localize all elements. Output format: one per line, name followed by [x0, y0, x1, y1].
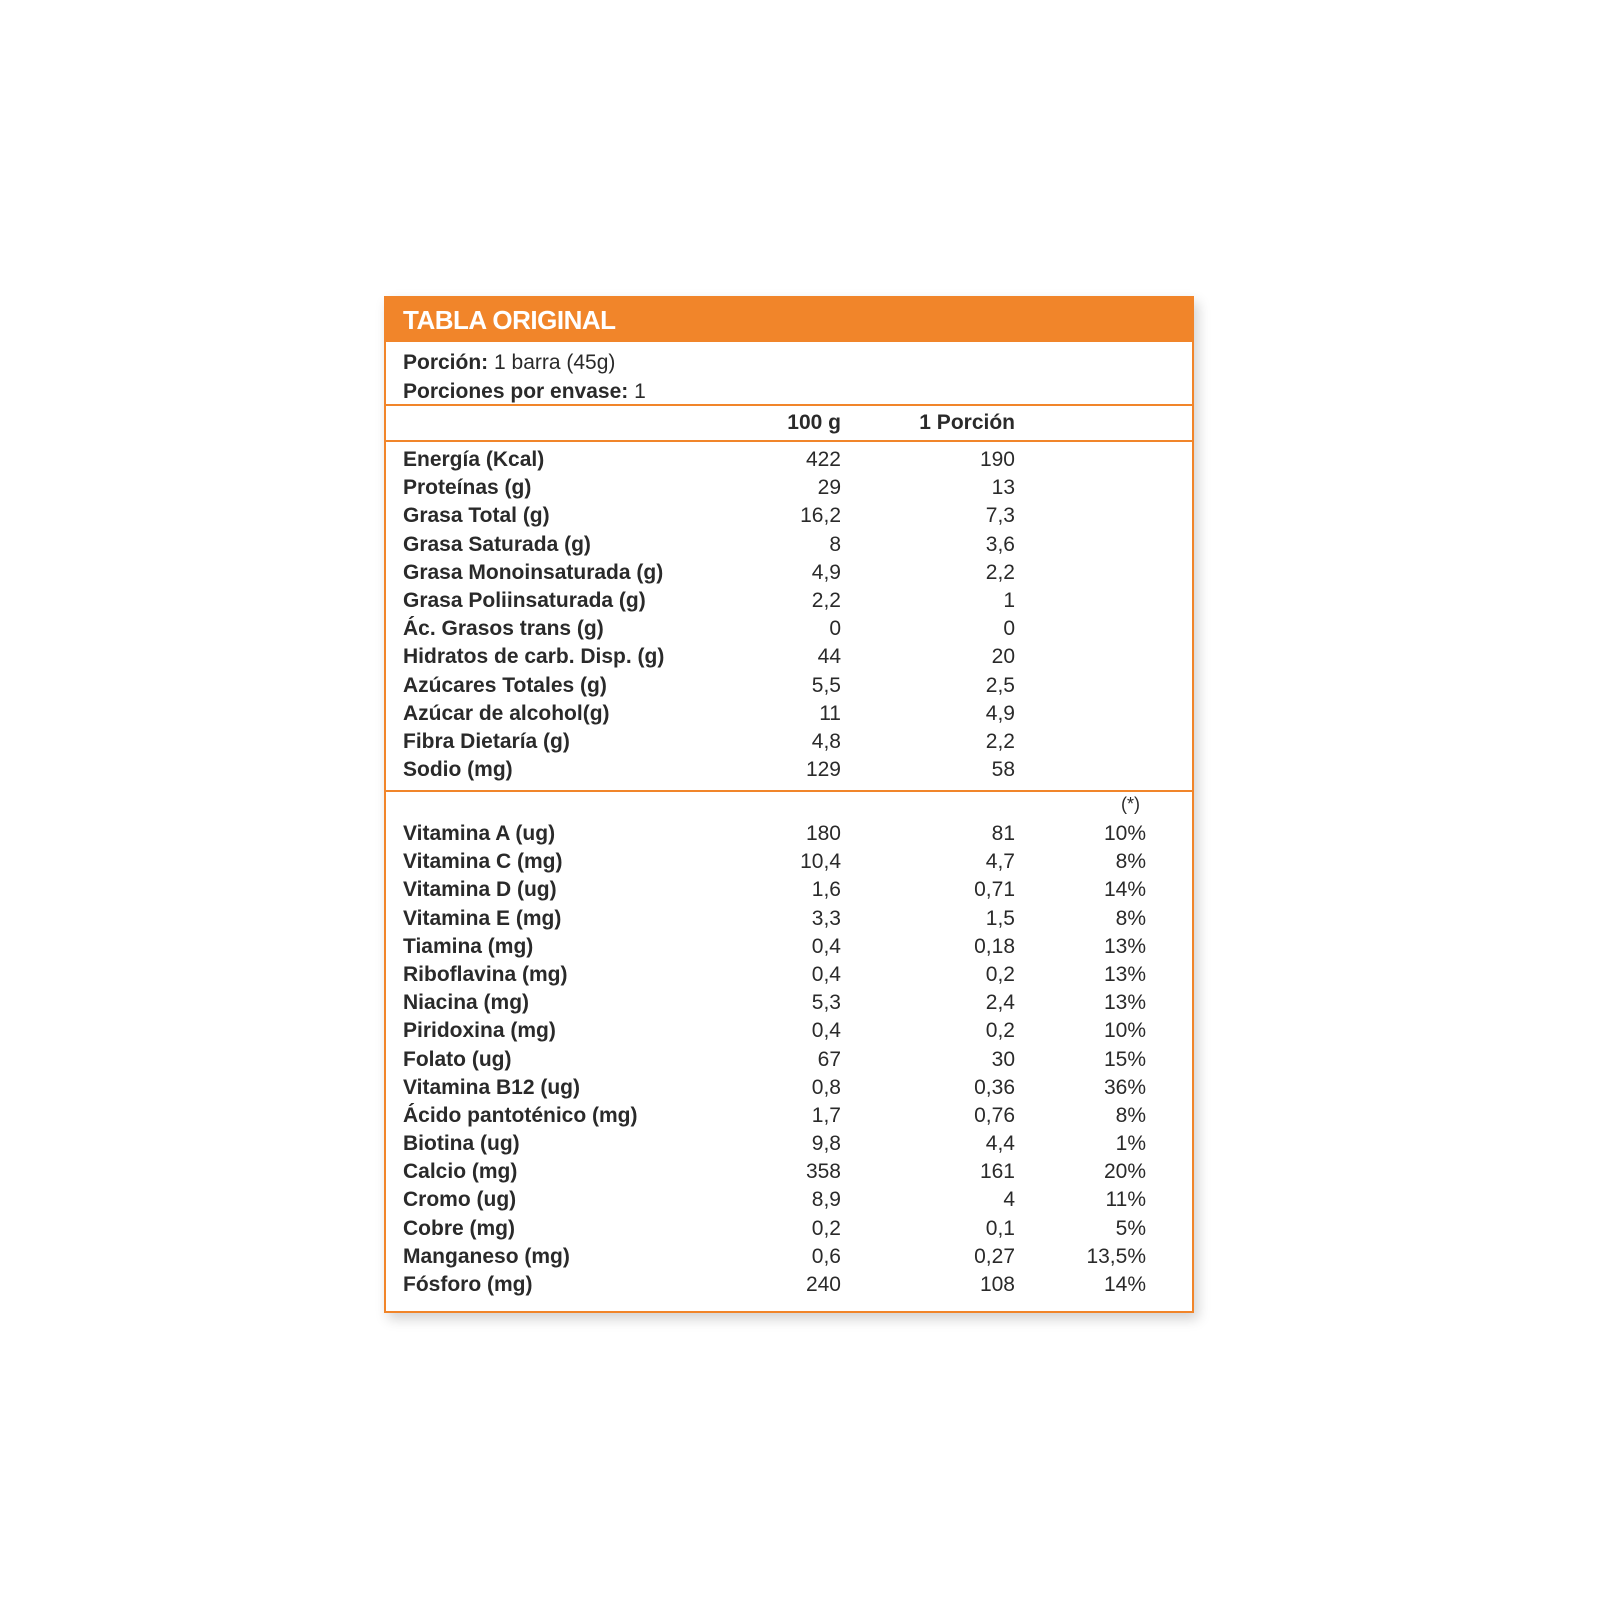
value-portion: 1	[1003, 588, 1015, 612]
value-portion: 0,27	[974, 1244, 1015, 1268]
value-portion: 0,2	[985, 962, 1015, 986]
value-portion: 2,4	[985, 991, 1015, 1015]
nutrient-label: Grasa Monoinsaturada (g)	[403, 560, 664, 584]
table-row	[386, 1130, 1192, 1158]
value-100g: 2,2	[811, 588, 841, 612]
per-pack-label: Porciones por envase:	[403, 380, 629, 403]
value-100g: 67	[817, 1047, 841, 1071]
nutrient-label: Niacina (mg)	[403, 991, 530, 1015]
nutrient-label: Azúcar de alcohol(g)	[403, 701, 610, 725]
table-row	[386, 728, 1192, 756]
value-100g: 8,9	[811, 1188, 841, 1212]
value-portion: 4,9	[985, 701, 1015, 725]
daily-value-note: (*)	[1121, 794, 1140, 814]
value-portion: 0,36	[974, 1075, 1015, 1099]
value-daily-percent: 10%	[1103, 1019, 1146, 1043]
value-100g: 8	[829, 532, 841, 556]
value-100g: 129	[805, 758, 841, 782]
nutrient-label: Vitamina B12 (ug)	[403, 1075, 580, 1099]
value-portion: 4	[1003, 1188, 1015, 1212]
table-row	[386, 756, 1192, 784]
value-100g: 240	[805, 1273, 841, 1296]
table-row	[386, 1158, 1192, 1186]
value-100g: 4,8	[811, 729, 841, 753]
table-row	[386, 474, 1192, 502]
table-row	[386, 1215, 1192, 1243]
nutrient-label: Proteínas (g)	[403, 476, 532, 500]
value-daily-percent: 13%	[1103, 991, 1146, 1015]
value-portion: 20	[991, 645, 1015, 669]
table-row	[386, 1074, 1192, 1102]
value-100g: 0,4	[811, 962, 841, 986]
macronutrients-section	[386, 442, 1192, 792]
value-portion: 161	[979, 1160, 1015, 1184]
value-100g: 1,7	[811, 1103, 841, 1127]
table-row	[386, 933, 1192, 961]
table-row	[386, 1017, 1192, 1045]
value-daily-percent: 8%	[1115, 850, 1146, 874]
nutrition-table	[384, 296, 1194, 1313]
value-daily-percent: 13%	[1103, 962, 1146, 986]
value-portion: 0,2	[985, 1019, 1015, 1043]
table-row	[386, 531, 1192, 559]
value-100g: 11	[819, 701, 841, 725]
value-portion: 81	[991, 822, 1015, 845]
value-100g: 29	[817, 476, 841, 500]
value-daily-percent: 11%	[1105, 1188, 1146, 1212]
nutrient-label: Cobre (mg)	[403, 1216, 515, 1240]
value-100g: 0,4	[811, 934, 841, 958]
value-daily-percent: 8%	[1115, 1103, 1146, 1127]
nutrient-label: Grasa Total (g)	[403, 504, 550, 528]
value-100g: 0,2	[811, 1216, 841, 1240]
table-row	[386, 615, 1192, 643]
value-portion: 0	[1003, 617, 1015, 641]
value-portion: 0,1	[985, 1216, 1015, 1240]
value-portion: 7,3	[985, 504, 1015, 528]
portion-size	[403, 348, 1192, 377]
table-row	[386, 876, 1192, 904]
value-100g: 0	[829, 617, 841, 641]
nutrient-label: Riboflavina (mg)	[403, 962, 568, 986]
table-row	[386, 1271, 1192, 1299]
table-row	[386, 848, 1192, 876]
table-row	[386, 1243, 1192, 1271]
value-daily-percent: 1%	[1115, 1132, 1146, 1156]
table-row	[386, 559, 1192, 587]
value-daily-percent: 5%	[1115, 1216, 1146, 1240]
value-100g: 10,4	[800, 850, 841, 874]
value-100g: 1,6	[811, 878, 841, 902]
table-row	[386, 989, 1192, 1017]
value-100g: 0,4	[811, 1019, 841, 1043]
micronutrients-section	[386, 792, 1192, 1311]
value-portion: 1,5	[985, 906, 1015, 930]
table-row	[386, 587, 1192, 615]
table-row	[386, 1186, 1192, 1214]
value-daily-percent: 15%	[1103, 1047, 1146, 1071]
value-100g: 9,8	[811, 1132, 841, 1156]
value-portion: 0,71	[974, 878, 1015, 902]
value-portion: 190	[979, 448, 1015, 471]
value-daily-percent: 20%	[1103, 1160, 1146, 1184]
table-row	[386, 700, 1192, 728]
nutrient-label: Piridoxina (mg)	[403, 1019, 556, 1043]
value-portion: 13	[991, 476, 1015, 500]
value-100g: 0,8	[811, 1075, 841, 1099]
nutrient-label: Biotina (ug)	[403, 1132, 520, 1156]
table-row	[386, 961, 1192, 989]
nutrient-label: Energía (Kcal)	[403, 448, 545, 471]
value-portion: 2,2	[985, 729, 1015, 753]
value-100g: 5,5	[811, 673, 841, 697]
table-title: TABLA ORIGINAL	[386, 298, 1192, 342]
nutrient-label: Azúcares Totales (g)	[403, 673, 607, 697]
table-row	[386, 672, 1192, 700]
nutrient-label: Grasa Poliinsaturada (g)	[403, 588, 646, 612]
value-100g: 16,2	[800, 504, 841, 528]
value-portion: 4,7	[985, 850, 1015, 874]
value-portion: 0,18	[974, 934, 1015, 958]
value-portion: 30	[991, 1047, 1015, 1071]
value-daily-percent: 14%	[1103, 1273, 1146, 1296]
value-100g: 422	[805, 448, 841, 471]
nutrient-label: Hidratos de carb. Disp. (g)	[403, 645, 665, 669]
nutrient-label: Calcio (mg)	[403, 1160, 518, 1184]
value-100g: 0,6	[811, 1244, 841, 1268]
table-row	[386, 1102, 1192, 1130]
table-row	[386, 905, 1192, 933]
table-row	[386, 446, 1192, 474]
value-portion: 2,5	[985, 673, 1015, 697]
nutrient-label: Folato (ug)	[403, 1047, 512, 1071]
column-header-portion: 1 Porción	[919, 411, 1015, 434]
value-100g: 4,9	[811, 560, 841, 584]
value-portion: 3,6	[985, 532, 1015, 556]
value-100g: 358	[805, 1160, 841, 1184]
value-100g: 5,3	[811, 991, 841, 1015]
per-pack-value: 1	[628, 380, 646, 403]
value-100g: 180	[805, 822, 841, 845]
value-portion: 2,2	[985, 560, 1015, 584]
nutrient-label: Vitamina C (mg)	[403, 850, 563, 874]
value-daily-percent: 10%	[1103, 822, 1146, 845]
nutrient-label: Vitamina A (ug)	[403, 822, 556, 845]
value-100g: 3,3	[811, 906, 841, 930]
nutrient-label: Cromo (ug)	[403, 1188, 517, 1212]
value-portion: 108	[979, 1273, 1015, 1296]
table-row	[386, 1046, 1192, 1074]
value-daily-percent: 8%	[1115, 906, 1146, 930]
nutrient-label: Fósforo (mg)	[403, 1273, 533, 1296]
nutrient-label: Tiamina (mg)	[403, 934, 534, 958]
nutrient-label: Vitamina D (ug)	[403, 878, 557, 902]
table-row	[386, 643, 1192, 671]
nutrient-label: Sodio (mg)	[403, 758, 513, 782]
portions-per-pack	[403, 377, 1192, 406]
value-daily-percent: 14%	[1103, 878, 1146, 902]
nutrient-label: Fibra Dietaría (g)	[403, 729, 570, 753]
value-daily-percent: 13,5%	[1086, 1244, 1146, 1268]
nutrient-label: Ácido pantoténico (mg)	[403, 1103, 638, 1127]
portion-value: 1 barra (45g)	[488, 351, 616, 374]
nutrient-label: Grasa Saturada (g)	[403, 532, 591, 556]
portion-label: Porción:	[403, 351, 489, 374]
value-portion: 0,76	[974, 1103, 1015, 1127]
table-row	[386, 502, 1192, 530]
nutrient-label: Manganeso (mg)	[403, 1244, 570, 1268]
value-daily-percent: 13%	[1103, 934, 1146, 958]
value-portion: 58	[991, 758, 1015, 782]
value-portion: 4,4	[985, 1132, 1015, 1156]
nutrient-label: Vitamina E (mg)	[403, 906, 562, 930]
nutrient-label: Ác. Grasos trans (g)	[403, 617, 604, 641]
column-header-100g: 100 g	[787, 411, 841, 434]
value-daily-percent: 36%	[1103, 1075, 1146, 1099]
column-header	[386, 406, 1192, 442]
table-row	[386, 820, 1192, 848]
portion-info	[386, 342, 1192, 406]
value-100g: 44	[817, 645, 841, 669]
